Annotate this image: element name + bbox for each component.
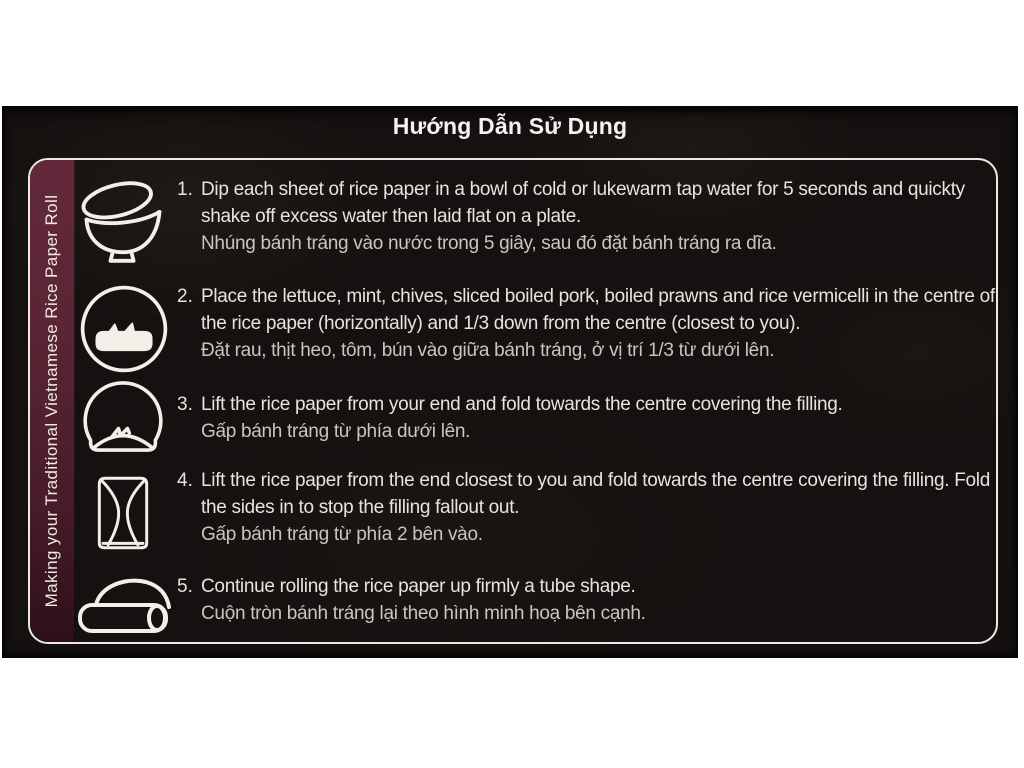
instruction-step [177, 391, 998, 445]
instruction-step [177, 283, 998, 364]
first-fold-icon [78, 379, 168, 469]
step-text-english: Continue rolling the rice paper up firmly a tube shape. [201, 576, 636, 597]
instructions-panel [28, 158, 998, 644]
bowl-dip-icon [75, 175, 171, 267]
step-text-english: Place the lettuce, mint, chives, sliced boiled pork, boiled prawns and rice vermicelli in the centre of the rice paper (horizontally) and 1/3 down from the centre (closest to you). [201, 286, 995, 334]
instruction-step [177, 176, 998, 257]
step-text-vietnamese: Gấp bánh tráng từ phía dưới lên. [201, 421, 471, 442]
step-number: 3. [177, 394, 193, 415]
step-number: 5. [177, 576, 193, 597]
step-text-english: Dip each sheet of rice paper in a bowl of cold or lukewarm tap water for 5 seconds and quickty shake off excess water then laid flat on a plate. [201, 179, 965, 227]
instruction-step [177, 467, 998, 548]
step-number: 1. [177, 179, 193, 200]
step-text-english: Lift the rice paper from the end closest to you and fold towards the centre covering the filling. Fold the sides in to stop the filling fallout out. [201, 470, 990, 518]
step-number: 4. [177, 470, 193, 491]
step-text-vietnamese: Nhúng bánh tráng vào nước trong 5 giây, sau đó đặt bánh tráng ra dĩa. [201, 233, 777, 254]
step-text-english: Lift the rice paper from your end and fold towards the centre covering the filling. [201, 394, 843, 415]
side-banner [30, 160, 75, 642]
instructions-title: Hướng Dẫn Sử Dụng [392, 113, 628, 139]
packaging-photo [2, 106, 1018, 658]
rolled-tube-icon [74, 573, 178, 635]
instruction-step [177, 573, 998, 627]
side-fold-icon [86, 467, 160, 559]
step-number: 2. [177, 286, 193, 307]
step-text-vietnamese: Gấp bánh tráng từ phía 2 bên vào. [201, 524, 483, 545]
filling-placement-icon [78, 283, 170, 375]
step-text-vietnamese: Đặt rau, thịt heo, tôm, bún vào giữa bánh tráng, ở vị trí 1/3 từ dưới lên. [201, 340, 775, 361]
step-text-vietnamese: Cuộn tròn bánh tráng lại theo hình minh hoạ bên cạnh. [201, 603, 646, 624]
side-banner-label: Making your Traditional Vietnamese Rice Paper Roll [42, 194, 61, 608]
